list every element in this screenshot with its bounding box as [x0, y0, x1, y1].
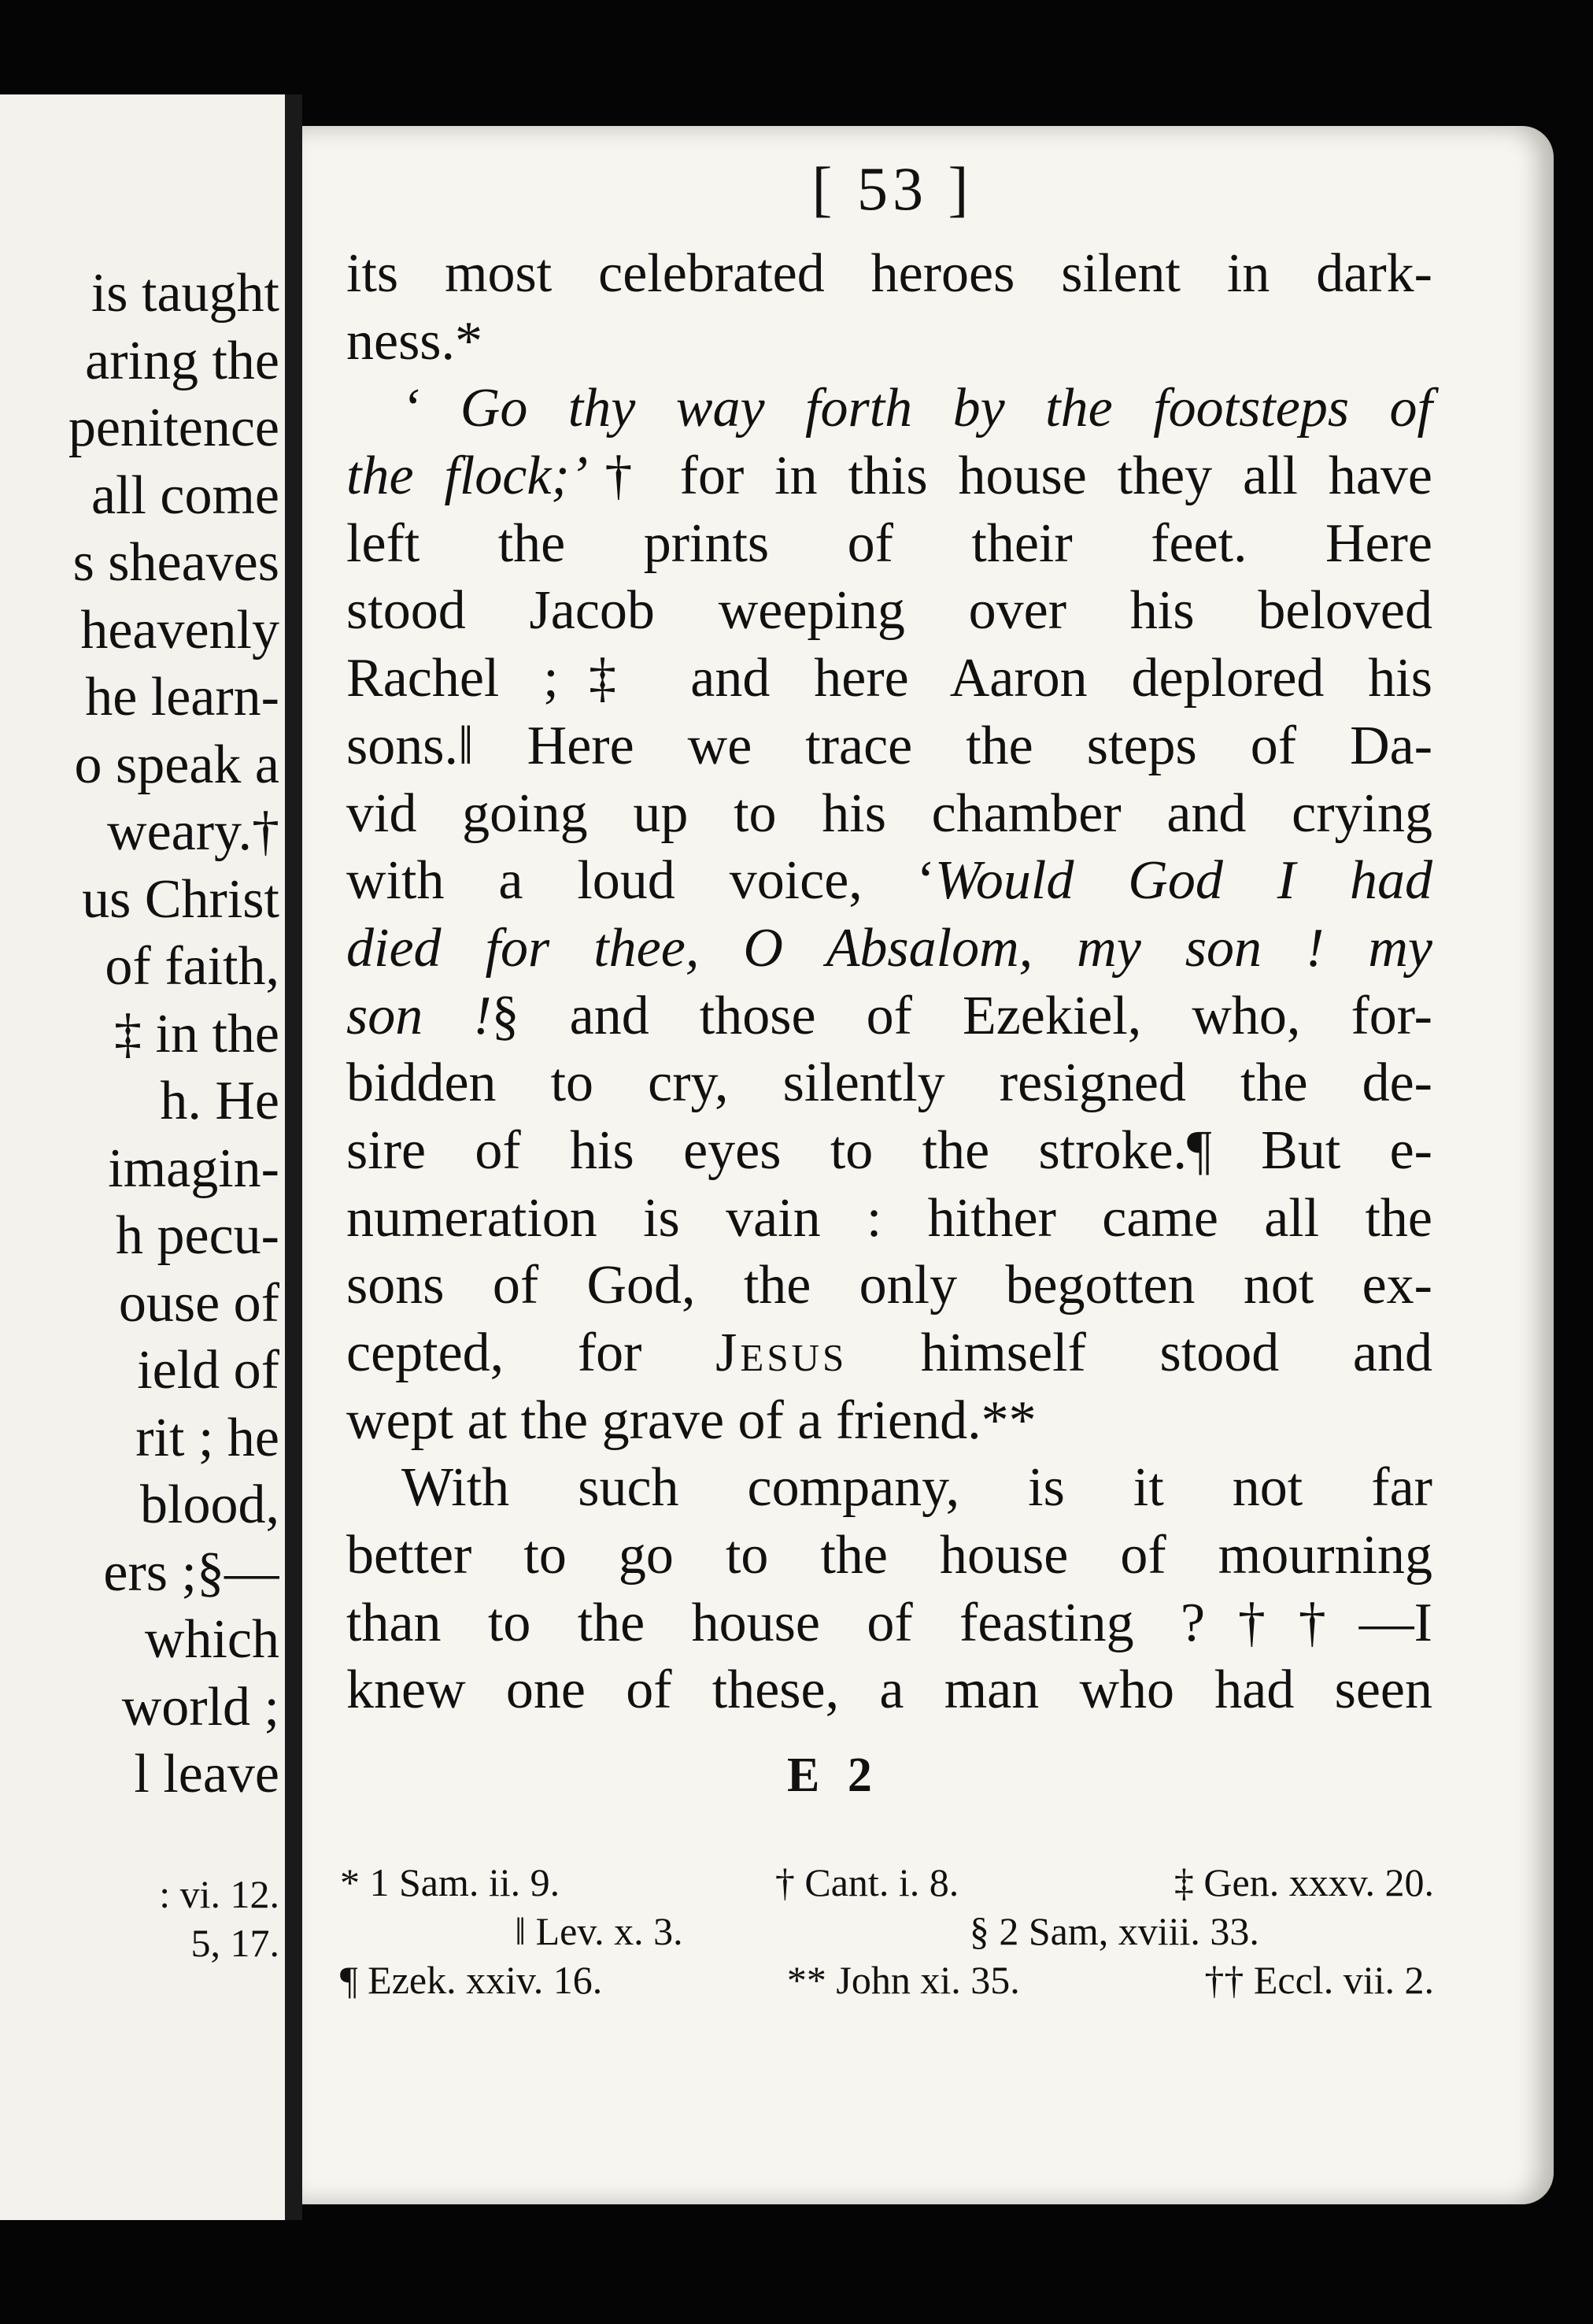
- left-footnote: 5, 17.: [190, 1921, 279, 1965]
- left-line: l leave: [134, 1744, 279, 1804]
- left-line: o speak a: [74, 734, 279, 795]
- body-line: with a loud voice, ‘Would God I had: [346, 850, 1432, 912]
- footnote-row: [340, 1907, 1434, 1956]
- body-line: sire of his eyes to the stroke.¶ But e-: [346, 1119, 1432, 1181]
- left-line: which: [144, 1609, 279, 1670]
- left-line: rit ; he: [135, 1407, 279, 1468]
- footnotes: [340, 1858, 1434, 2004]
- body-line: bidden to cry, silently resigned the de-: [346, 1053, 1432, 1114]
- footnote: ‖ Lev. x. 3.: [515, 1909, 683, 1953]
- body-line: son !§ and those of Ezekiel, who, for-: [346, 985, 1432, 1046]
- footnote: * 1 Sam. ii. 9.: [340, 1860, 560, 1904]
- body-line: vid going up to his chamber and crying: [346, 783, 1432, 844]
- left-line: ield of: [137, 1340, 279, 1401]
- left-line: h pecu-: [116, 1205, 279, 1266]
- left-line: weary.†: [107, 801, 279, 862]
- body-line: sons of God, the only begotten not ex-: [346, 1255, 1432, 1316]
- left-line: ‡ in the: [114, 1003, 279, 1064]
- left-line: h. He: [160, 1071, 279, 1131]
- left-line: ers ;§—: [103, 1541, 279, 1603]
- footnote-row: [340, 1858, 1434, 1907]
- left-page-footnotes: [0, 1870, 279, 1967]
- left-line: s sheaves: [72, 532, 279, 593]
- footnote: ** John xi. 35.: [786, 1958, 1020, 2002]
- left-line: imagin-: [108, 1138, 279, 1199]
- body-line: its most celebrated heroes silent in dark-: [346, 243, 1432, 304]
- footnote-row: [340, 1956, 1434, 2004]
- left-line: aring the: [85, 330, 279, 391]
- body-line: numeration is vain : hither came all the: [346, 1187, 1432, 1249]
- body-line: better to go to the house of mourning: [346, 1525, 1432, 1586]
- body-line: cepted, for Jesus himself stood and: [346, 1323, 1432, 1383]
- body-line: Rachel ;‡ and here Aaron deplored his: [346, 648, 1432, 709]
- footnote: ¶ Ezek. xxiv. 16.: [340, 1958, 603, 2002]
- left-line: us Christ: [82, 868, 279, 930]
- left-line: of faith,: [105, 936, 279, 997]
- footnote: †† Eccl. vii. 2.: [1204, 1958, 1434, 2002]
- left-line: all come: [91, 464, 279, 526]
- body-line: ‘ Go thy way forth by the footsteps of: [401, 378, 1432, 439]
- body-line: left the prints of their feet. Here: [346, 513, 1432, 574]
- footnote: † Cant. i. 8.: [774, 1860, 959, 1904]
- left-line: world ;: [121, 1676, 279, 1737]
- body-line: the flock;’† for in this house they all have: [346, 446, 1432, 507]
- left-footnote: : vi. 12.: [159, 1872, 279, 1916]
- footnote: § 2 Sam, xviii. 33.: [969, 1909, 1259, 1953]
- body-text: [346, 240, 1432, 1724]
- signature-mark: E 2: [787, 1749, 880, 1802]
- book-gutter: [285, 94, 302, 2220]
- left-line: is taught: [91, 263, 279, 324]
- page-number-header: [ 53 ]: [811, 154, 974, 223]
- left-line: penitence: [68, 398, 279, 458]
- small-caps-name: Jesus: [715, 1323, 848, 1383]
- footnote: ‡ Gen. xxxv. 20.: [1173, 1860, 1434, 1904]
- body-line: died for thee, O Absalom, my son ! my: [346, 917, 1432, 979]
- body-line: sons.‖ Here we trace the steps of Da-: [346, 715, 1432, 776]
- left-page-text: [0, 260, 279, 1808]
- left-line: blood,: [140, 1475, 279, 1535]
- body-line: With such company, is it not far: [401, 1457, 1432, 1519]
- left-line: ouse of: [118, 1272, 279, 1334]
- body-line: stood Jacob weeping over his beloved: [346, 580, 1432, 642]
- body-line: ness.*: [346, 310, 483, 372]
- body-line: wept at the grave of a friend.**: [346, 1390, 1037, 1451]
- body-line: knew one of these, a man who had seen: [346, 1660, 1432, 1721]
- body-line: than to the house of feasting ?††—I: [346, 1592, 1432, 1653]
- left-line: heavenly: [80, 599, 279, 661]
- left-line: he learn-: [85, 667, 279, 727]
